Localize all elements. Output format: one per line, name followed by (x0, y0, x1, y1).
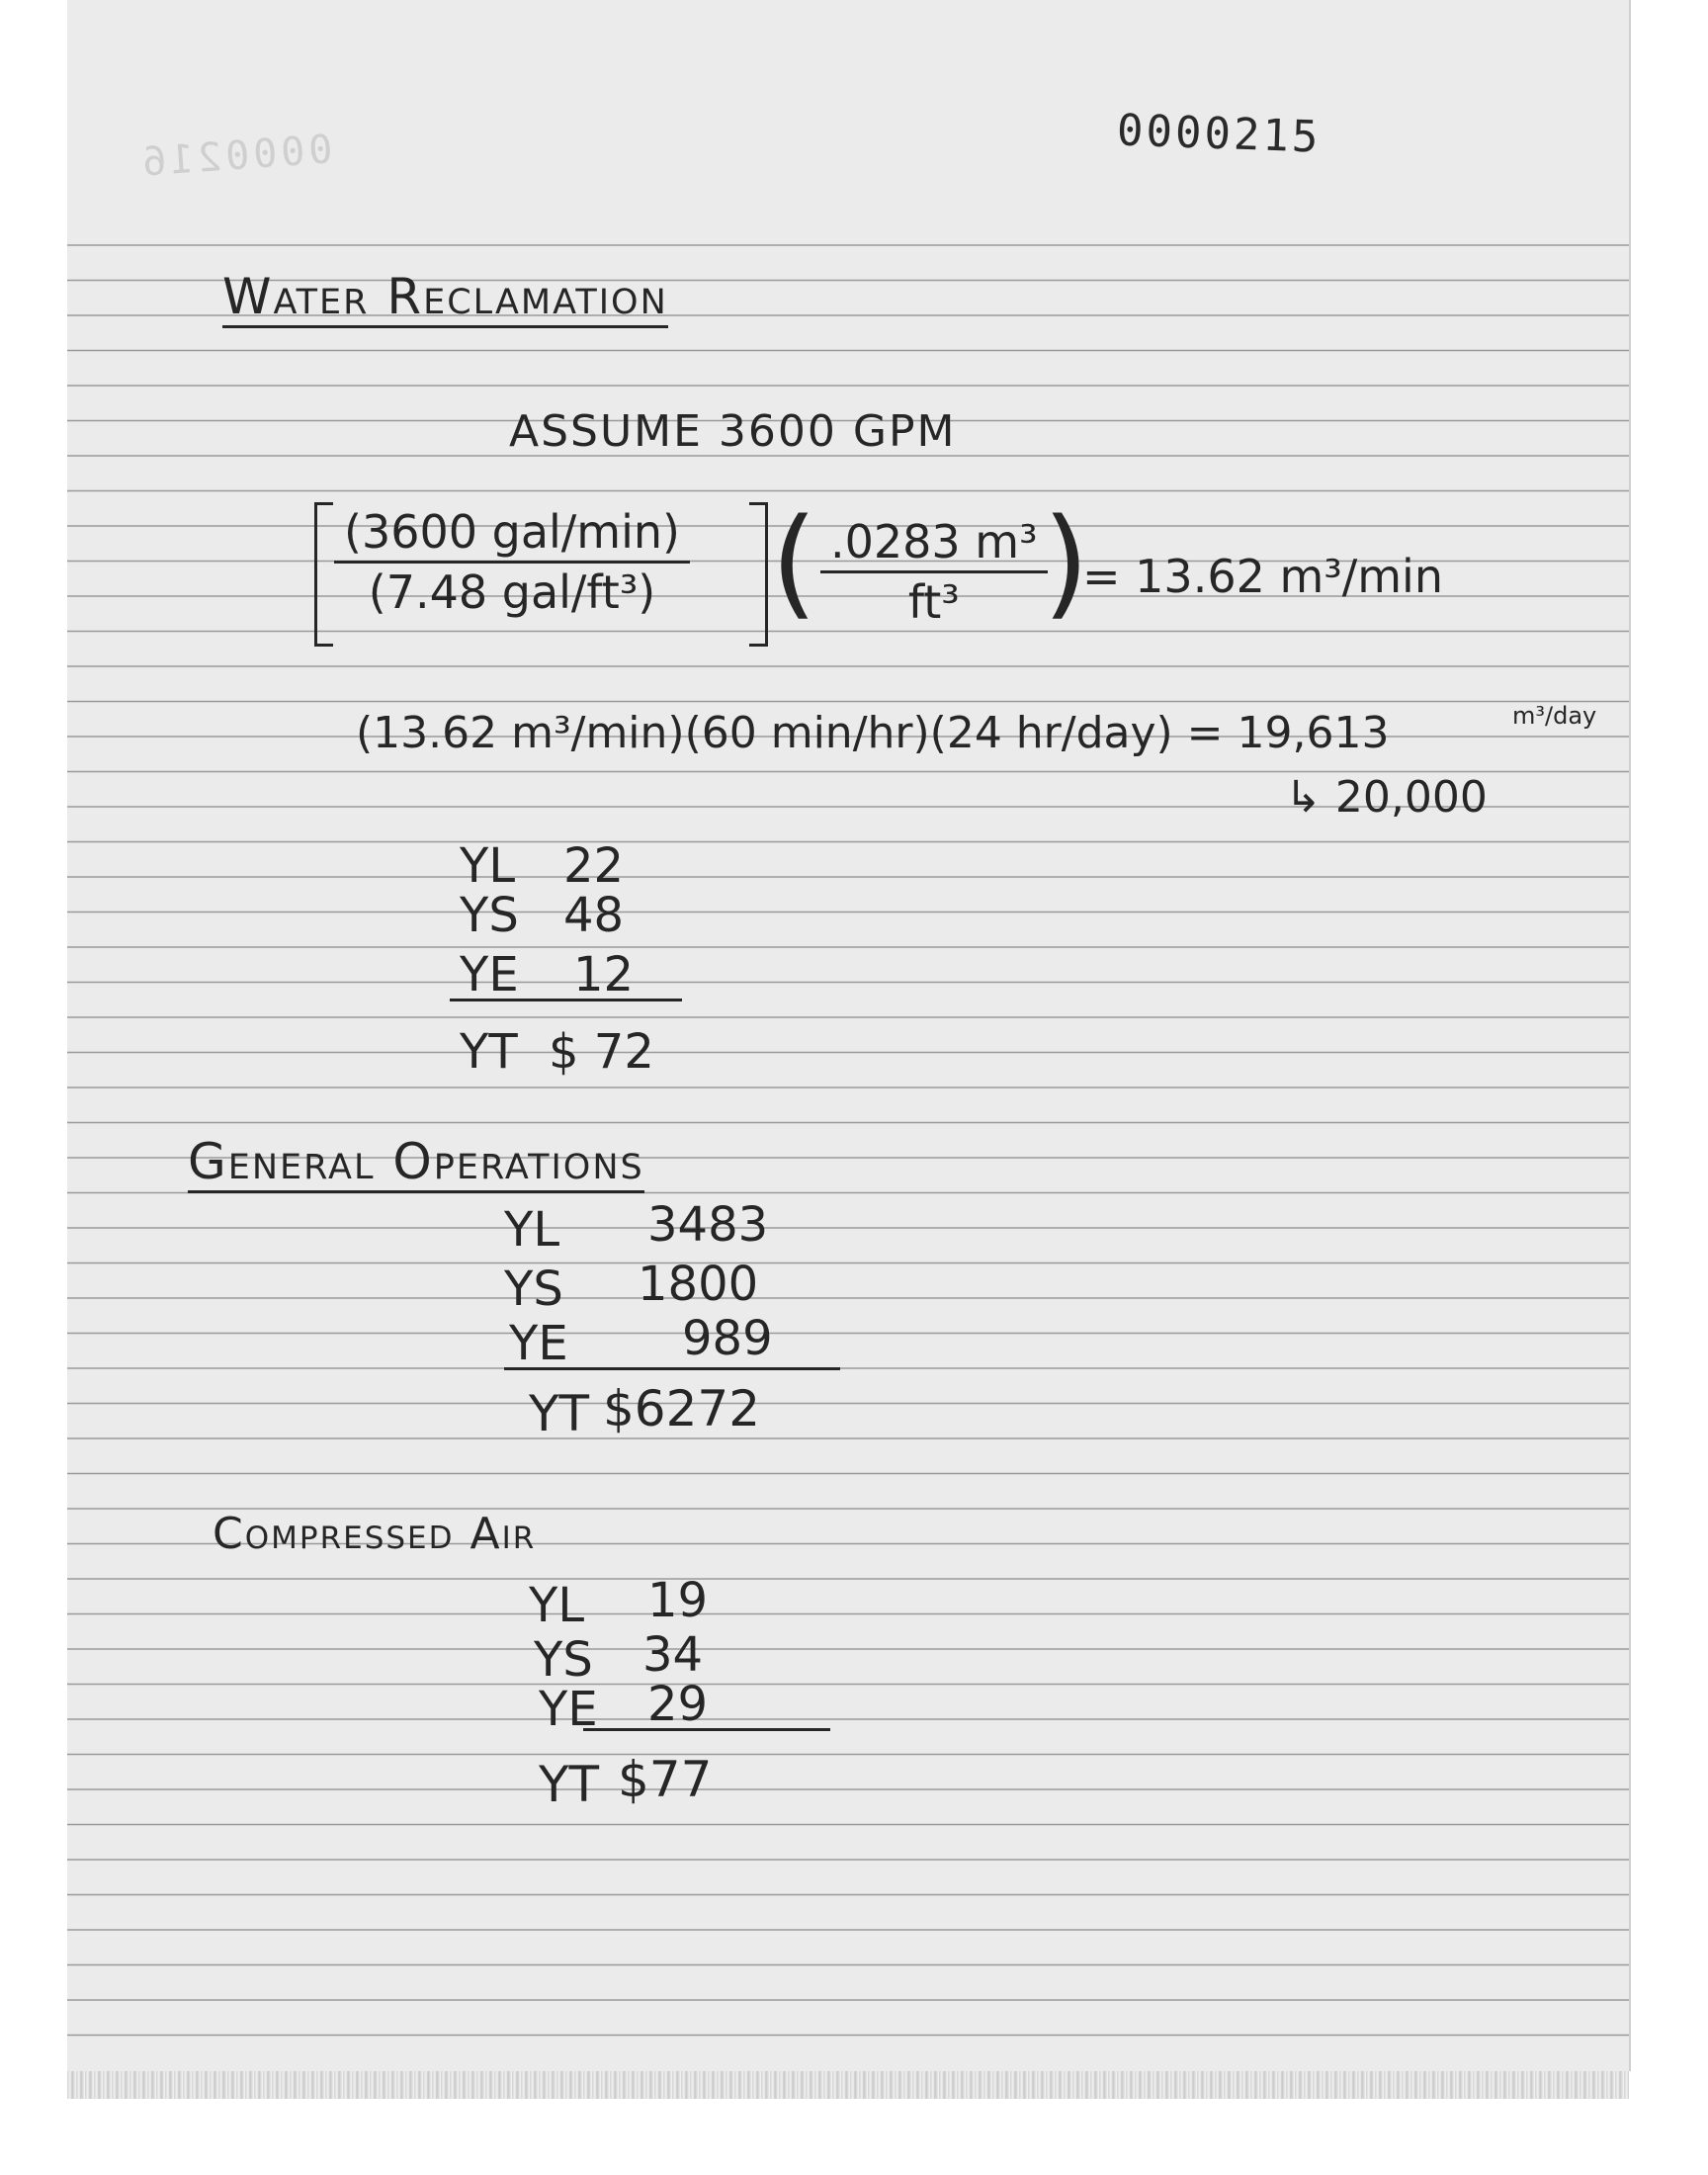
general-row-ys-label: YS (504, 1262, 563, 1317)
water-total-label: YT (460, 1024, 518, 1080)
general-row-ye-label: YE (509, 1316, 568, 1371)
water-total-value: $ 72 (549, 1024, 654, 1080)
general-total-value: $6272 (603, 1380, 761, 1437)
right-bracket (749, 502, 768, 647)
air-sum-line (583, 1728, 830, 1731)
water-row-yl-value: 22 (563, 838, 625, 894)
bleed-through-number: 0000216 (136, 127, 334, 186)
general-row-ys-value: 1800 (638, 1257, 759, 1312)
flow-numerator: (3600 gal/min) (334, 509, 690, 564)
water-row-ys-label: YS (460, 888, 519, 943)
general-sum-line (504, 1367, 840, 1370)
flow-denominator: (7.48 gal/ft³) (368, 566, 656, 619)
water-reclamation-heading: Water Reclamation (222, 272, 668, 328)
flow-result: = 13.62 m³/min (1082, 550, 1443, 603)
factor-denominator: ft³ (907, 575, 960, 629)
air-row-ye-label: YE (539, 1682, 598, 1737)
air-row-yl-label: YL (529, 1578, 585, 1633)
scan-artifact-strip (67, 2071, 1629, 2099)
factor-numerator: .0283 m³ (820, 519, 1048, 573)
assume-note: ASSUME 3600 GPM (509, 406, 957, 457)
left-bracket (314, 502, 333, 647)
air-row-yl-value: 19 (647, 1573, 709, 1628)
water-sum-line (450, 999, 682, 1001)
water-row-ye-value: 12 (573, 947, 635, 1002)
document-number: 0000215 (1116, 105, 1323, 163)
air-row-ys-label: YS (534, 1632, 593, 1688)
general-row-ye-value: 989 (682, 1311, 773, 1366)
air-row-ys-value: 34 (642, 1627, 704, 1683)
close-paren: ) (1043, 494, 1089, 632)
air-row-ye-value: 29 (647, 1677, 709, 1732)
general-row-yl-label: YL (504, 1202, 560, 1258)
water-row-ys-value: 48 (563, 888, 625, 943)
water-row-yl-label: YL (460, 838, 516, 894)
compressed-air-heading: Compressed Air (213, 1509, 537, 1559)
rounded-daily-volume: ↳ 20,000 (1285, 772, 1488, 823)
daily-volume-unit: m³/day (1512, 702, 1597, 730)
general-total-label: YT (529, 1385, 590, 1442)
general-operations-heading: General Operations (188, 1137, 644, 1193)
air-total-value: $77 (618, 1751, 713, 1808)
water-row-ye-label: YE (460, 947, 519, 1002)
open-paren: ( (771, 494, 817, 632)
volume-factor-fraction (820, 515, 1048, 629)
air-total-label: YT (539, 1756, 600, 1813)
daily-volume-equation: (13.62 m³/min)(60 min/hr)(24 hr/day) = 19,613 (356, 708, 1390, 758)
general-row-yl-value: 3483 (647, 1197, 769, 1253)
flow-conversion-fraction (334, 505, 690, 619)
